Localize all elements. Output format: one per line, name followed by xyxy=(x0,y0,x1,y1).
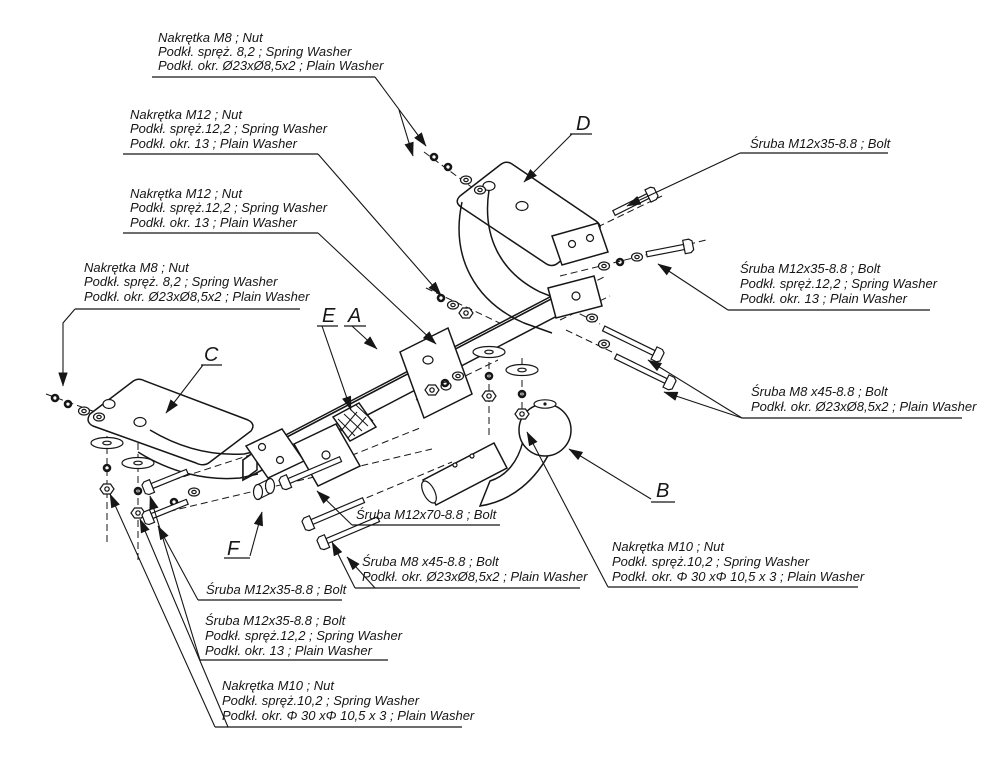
annotation-line: Śruba M12x35-8.8 ; Bolt xyxy=(205,613,346,628)
annotation-line: Nakrętka M12 ; Nut xyxy=(130,107,242,122)
annotation-nut-m10-right xyxy=(608,539,865,587)
bolt-m12x35-left-2 xyxy=(141,495,190,525)
annotation-line: Śruba M12x35-8.8 ; Bolt xyxy=(740,261,881,276)
annotation-bolt-m8x45-right xyxy=(742,384,977,418)
washer-stack-ball-left xyxy=(473,347,505,402)
fastener-stack-top xyxy=(431,154,486,194)
annotation-line: Podkł. spręż. 8,2 ; Spring Washer xyxy=(84,274,278,289)
annotation-nut-m8-left xyxy=(75,260,310,309)
annotation-line: Podkł. okr. 13 ; Plain Washer xyxy=(740,291,907,306)
tow-ball xyxy=(419,400,571,506)
annotation-line: Podkł. okr. Ø23xØ8,5x2 ; Plain Washer xyxy=(84,289,310,304)
annotation-bolt-m12x35-right-mid xyxy=(728,261,938,310)
annotation-line: Podkł. spręż. 8,2 ; Spring Washer xyxy=(158,44,352,59)
annotation-nut-m8-top xyxy=(152,30,384,77)
annotation-line: Podkł. okr. Ø23xØ8,5x2 ; Plain Washer xyxy=(362,569,588,584)
annotation-line: Nakrętka M10 ; Nut xyxy=(612,539,724,554)
annotation-line: Śruba M12x35-8.8 ; Bolt xyxy=(750,136,891,151)
washer-stack-under-c-1 xyxy=(91,438,123,495)
spacer-bushing xyxy=(254,479,275,500)
annotation-nut-m12-1 xyxy=(123,107,328,154)
annotation-line: Podkł. spręż.10,2 ; Spring Washer xyxy=(612,554,810,569)
annotation-line: Podkł. spręż.12,2 ; Spring Washer xyxy=(740,276,938,291)
annotation-line: Podkł. okr. Ø23xØ8,5x2 ; Plain Washer xyxy=(751,399,977,414)
part-label-c: C xyxy=(204,344,219,366)
annotation-nut-m10-bottom xyxy=(215,678,475,727)
bolt-m8x45-right-1 xyxy=(601,322,665,363)
bolt-m12x35-right-mid xyxy=(645,239,694,261)
annotation-bolt-m12x35-bottom-1 xyxy=(198,582,348,600)
annotation-line: Nakrętka M8 ; Nut xyxy=(158,30,263,45)
annotation-line: Podkł. okr. 13 ; Plain Washer xyxy=(130,136,297,151)
annotation-bolt-m12x35-bottom-2 xyxy=(200,613,403,660)
annotation-line: Podkł. okr. 13 ; Plain Washer xyxy=(205,643,372,658)
part-label-a: A xyxy=(348,305,362,327)
bolt-m8x45-right-2 xyxy=(613,350,677,391)
nut-stack-beam-top xyxy=(438,295,473,318)
part-label-d: D xyxy=(576,113,591,135)
annotation-line: Podkł. okr. Φ 30 xΦ 10,5 x 3 ; Plain Washer xyxy=(612,569,865,584)
annotation-line: Nakrętka M8 ; Nut xyxy=(84,260,189,275)
annotation-line: Podkł. okr. Ø23xØ8,5x2 ; Plain Washer xyxy=(158,58,384,73)
annotation-line: Podkł. okr. Φ 30 xΦ 10,5 x 3 ; Plain Washer xyxy=(222,708,475,723)
annotation-line: Śruba M8 x45-8.8 ; Bolt xyxy=(751,384,888,399)
annotation-line: Śruba M8 x45-8.8 ; Bolt xyxy=(362,554,499,569)
annotation-line: Podkł. spręż.12,2 ; Spring Washer xyxy=(130,121,328,136)
annotation-line: Śruba M12x35-8.8 ; Bolt xyxy=(206,582,347,597)
part-label-b: B xyxy=(656,480,670,502)
part-label-f: F xyxy=(227,538,240,560)
bolt-m12x35-left-1 xyxy=(141,465,190,495)
part-label-e: E xyxy=(322,305,336,327)
annotation-bolt-m8x45-center xyxy=(355,554,588,588)
annotation-line: Podkł. spręż.10,2 ; Spring Washer xyxy=(222,693,420,708)
annotation-line: Śruba M12x70-8.8 ; Bolt xyxy=(356,507,497,522)
annotation-line: Podkł. spręż.12,2 ; Spring Washer xyxy=(205,628,403,643)
annotation-nut-m12-2 xyxy=(123,186,328,233)
annotation-line: Podkł. spręż.12,2 ; Spring Washer xyxy=(130,200,328,215)
annotation-bolt-m12x35-right-top xyxy=(740,136,892,153)
annotation-line: Podkł. okr. 13 ; Plain Washer xyxy=(130,215,297,230)
annotation-line: Nakrętka M10 ; Nut xyxy=(222,678,334,693)
annotation-line: Nakrętka M12 ; Nut xyxy=(130,186,242,201)
